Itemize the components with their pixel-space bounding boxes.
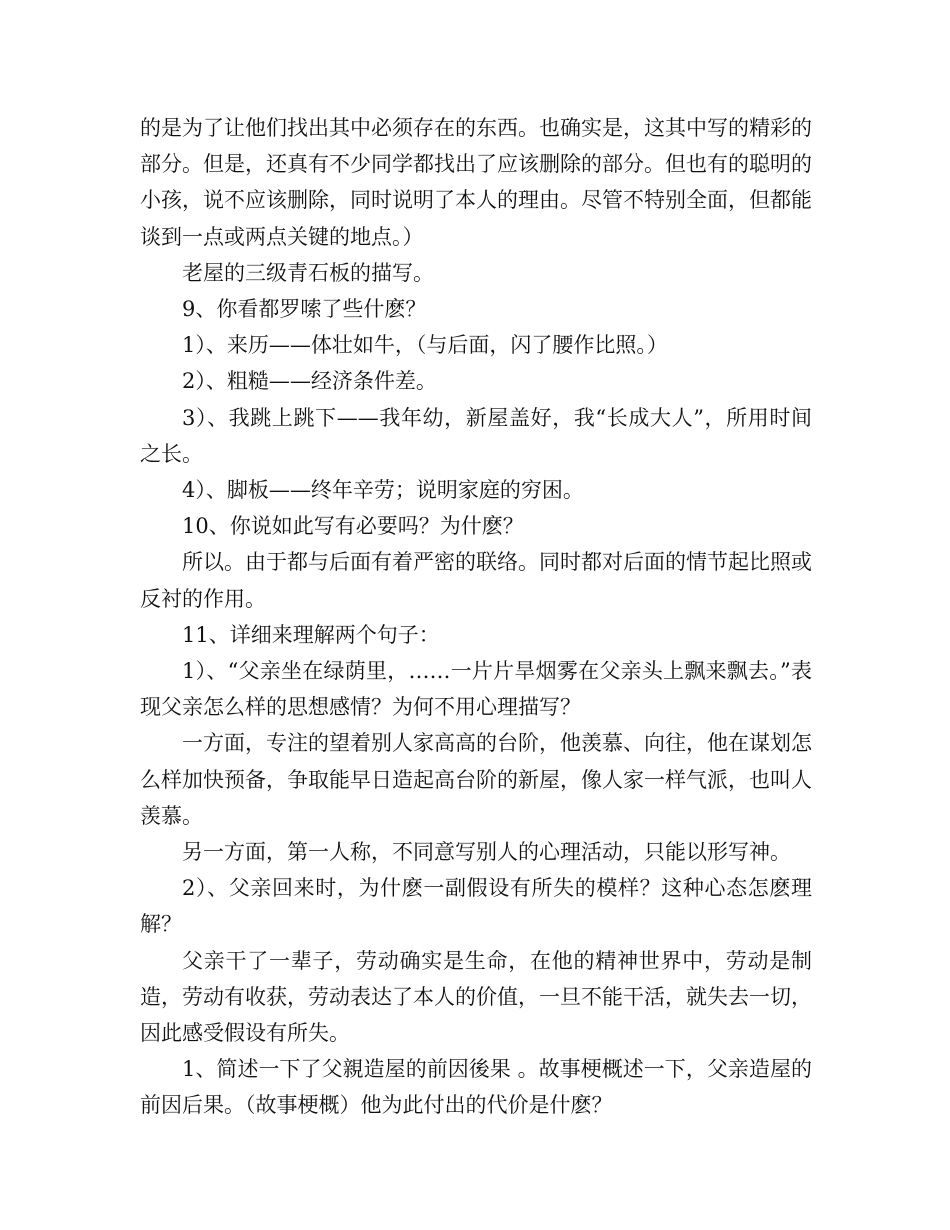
question-9: 9、你看都罗嗦了些什麽？ [182,297,427,322]
answer-11-1-part-1: 一方面，专注的望着别人家高高的台阶，他羡慕、向往，他在谋划怎么样加快预备，争取能早日造起高台阶的新屋，像人家一样气派，也叫人羡慕。 [140,731,812,828]
question-11: 11、详细来理解两个句子： [182,622,440,647]
answer-10: 所以。由于都与后面有着严密的联络。同时都对后面的情节起比照或反衬的作用。 [140,550,812,611]
answer-9-item-1: 1）、来历——体壮如牛，（与后面，闪了腰作比照。） [182,333,668,358]
question-10: 10、你说如此写有必要吗？为什麽？ [182,514,524,539]
answer-11-2: 父亲干了一辈子，劳动确实是生命，在他的精神世界中，劳动是制造，劳动有收获，劳动表达了本人的价值，一旦不能干活，就失去一切，因此感受假设有所失。 [140,948,812,1046]
answer-11-1-part-2: 另一方面，第一人称，不同意写别人的心理活动，只能以形写神。 [182,840,791,865]
question-11-sentence-2: 2）、父亲回来时，为什麽一副假设有所失的模样？这种心态怎麽理解？ [140,876,812,937]
answer-9-item-4: 4）、脚板——终年辛劳；说明家庭的穷困。 [182,478,584,503]
paragraph-stone-steps: 老屋的三级青石板的描写。 [182,260,434,285]
question-11-sentence-1: 1）、“父亲坐在绿荫里，……一片片旱烟雾在父亲头上飘来飘去。”表现父亲怎么样的思想感情？为何不用心理描写？ [140,659,812,720]
paragraph-continuation: 的是为了让他们找出其中必须存在的东西。也确实是，这其中写的精彩的部分。但是，还真有不少同学都找出了应该删除的部分。但也有的聪明的小孩，说不应该删除，同时说明了本人的理由。尽管不特别全面，但都能谈到一点或两点关键的地点。） [140,116,812,249]
answer-9-item-3: 3）、我跳上跳下——我年幼，新屋盖好，我“长成大人”，所用时间之长。 [140,405,812,466]
document-body [140,110,812,1124]
question-1-summary: 1、简述一下了父親造屋的前因後果 。故事梗概述一下，父亲造屋的前因后果。（故事梗概）他为此付出的代价是什麽？ [140,1057,812,1118]
answer-9-item-2: 2）、粗糙——经济条件差。 [182,369,437,394]
